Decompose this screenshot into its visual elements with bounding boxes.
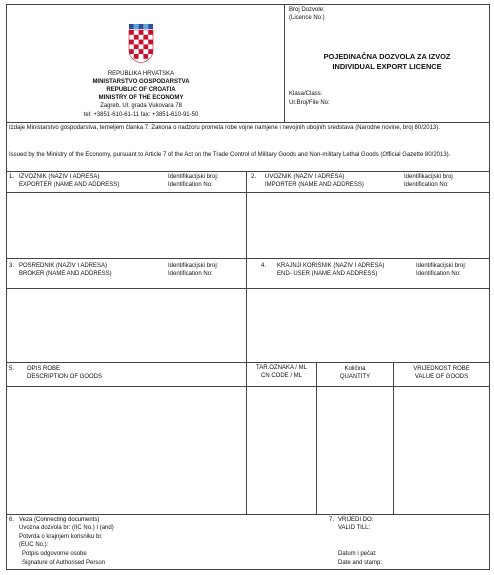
goods-quantity-field[interactable] bbox=[318, 388, 392, 512]
exporter-id-hr: Identifikacijski broj: bbox=[168, 174, 219, 180]
frame-bottom bbox=[6, 569, 490, 570]
licence-title-en: INDIVIDUAL EXPORT LICENCE bbox=[332, 62, 442, 71]
licence-no-label-en: (Licence No:) bbox=[289, 15, 325, 21]
croatian-coat-of-arms-icon bbox=[128, 24, 154, 64]
euc-label-line1: Potvrda o krajnjem korisniku br. bbox=[19, 534, 103, 540]
end-user-id-en: Identification No: bbox=[416, 271, 461, 277]
goods-desc-hr: OPIS ROBE bbox=[27, 366, 61, 372]
end-user-field[interactable] bbox=[248, 290, 488, 360]
frame-top bbox=[6, 4, 490, 5]
class-label: Klasa/Class: bbox=[289, 91, 323, 97]
legal-text-hr: Izdaje Ministarstvo gospodarstva, temeljem članka 7. Zakona o nadzoru prometa robe vojne namjene i nevojnih ubojnih sredstava (Narodne novine, broj 80/2013). bbox=[9, 125, 440, 131]
frame-left bbox=[6, 4, 7, 570]
goods-value-hr: VRIJEDNOST ROBE bbox=[413, 366, 470, 372]
broker-id-en: Identification No: bbox=[168, 271, 213, 277]
exporter-label-en: EXPORTER (NAME AND ADDRESS) bbox=[19, 182, 120, 188]
issuer-phone: tel: +3851-610-61-11 fax: +3851-610-91-50 bbox=[83, 112, 199, 118]
end-user-id-hr: Identifikacijski broj: bbox=[416, 263, 467, 269]
licence-no-label-hr: Broj Dozvole: bbox=[289, 7, 325, 13]
broker-num: 3. bbox=[9, 263, 15, 269]
legal-bottom-line bbox=[6, 171, 490, 172]
exporter-label-hr: IZVOZNIK (NAZIV I ADRESA) bbox=[19, 174, 100, 180]
issuer-ministry-en: MINISTRY OF THE ECONOMY bbox=[98, 95, 184, 101]
header-bottom-line bbox=[6, 122, 490, 123]
issuer-ministry-hr: MINISTARSTVO GOSPODARSTVA bbox=[92, 79, 190, 85]
date-stamp-hr: Datum i pečat: bbox=[338, 551, 377, 557]
exporter-field[interactable] bbox=[8, 194, 245, 256]
goods-code-en: CN CODE / ML bbox=[260, 373, 302, 379]
goods-qty-en: QUANTITY bbox=[339, 374, 371, 380]
goods-num: 5. bbox=[9, 366, 15, 372]
broker-label-hr: POSREDNIK (NAZIV I ADRESA) bbox=[19, 263, 108, 269]
importer-label-hr: UVOZNIK (NAZIV I ADRESA) bbox=[265, 174, 345, 180]
end-user-label-en: END- USER (NAME AND ADDRESS) bbox=[277, 271, 378, 277]
broker-label-en: BROKER (NAME AND ADDRESS) bbox=[19, 271, 112, 277]
parties-divider bbox=[246, 171, 247, 362]
goods-divider-1 bbox=[246, 362, 247, 514]
end-user-label-hr: KRAJNJI KORISNIK (NAZIV I ADRESA) bbox=[277, 263, 385, 269]
importer-label-en: IMPORTER (NAME AND ADDRESS) bbox=[265, 182, 364, 188]
valid-till-en: VALID TILL: bbox=[338, 525, 371, 531]
goods-code-field[interactable] bbox=[248, 388, 315, 512]
importer-id-hr: Identifikacijski broj bbox=[404, 174, 453, 180]
frame-right bbox=[489, 4, 490, 570]
goods-bottom-line bbox=[6, 514, 490, 515]
euc-label-line2: (EUC No.): bbox=[19, 542, 49, 548]
issuer-address: Zagreb, Ul. grada Vukovara 78 bbox=[100, 103, 182, 109]
legal-text-en: Issued by the Ministry of the Economy, pursuant to Article 7 of the Act on the Trade Control of Military Goods and Non-military Lethal Goods (Official Gazette 80/2013). bbox=[9, 152, 451, 158]
importer-field[interactable] bbox=[248, 194, 488, 256]
signature-label-hr: Potpis odgovorne osobe bbox=[22, 551, 87, 557]
broker-id-hr: Identifikacijski broj: bbox=[168, 263, 219, 269]
importer-num: 2. bbox=[251, 174, 257, 180]
signature-label-en: Signature of Authorised Person bbox=[22, 560, 106, 566]
goods-divider-2 bbox=[316, 362, 317, 514]
links-label: Veza (Connecting documents) bbox=[19, 517, 100, 523]
licence-title-hr: POJEDINAČNA DOZVOLA ZA IZVOZ bbox=[323, 52, 451, 61]
goods-value-en: VALUE OF GOODS bbox=[414, 374, 469, 380]
issuer-name-en: REPUBLIC OF CROATIA bbox=[106, 87, 176, 93]
row2-header-line bbox=[6, 288, 490, 289]
goods-qty-hr: Količina bbox=[344, 366, 366, 372]
exporter-num: 1. bbox=[9, 174, 15, 180]
goods-code-hr: TAR.OZNAKA / ML bbox=[256, 365, 307, 371]
goods-description-field[interactable] bbox=[8, 388, 245, 512]
end-user-num: 4. bbox=[261, 263, 267, 269]
goods-desc-en: DESCRIPTION OF GOODS bbox=[27, 374, 103, 380]
row1-bottom-line bbox=[6, 258, 490, 259]
date-stamp-en: Date and stamp: bbox=[338, 560, 383, 566]
broker-field[interactable] bbox=[8, 290, 245, 360]
valid-num: 7. bbox=[329, 517, 335, 523]
links-num: 6. bbox=[9, 517, 15, 523]
issuer-name-hr: REPUBLIKA HRVATSKA bbox=[107, 71, 175, 77]
file-no-label: Ur.Broj/File No: bbox=[289, 100, 330, 106]
goods-header-line bbox=[6, 386, 490, 387]
import-cert-label: Uvozna dozvola br: (IIC No.) I (and) bbox=[19, 525, 114, 531]
goods-divider-3 bbox=[393, 362, 394, 514]
goods-value-field[interactable] bbox=[395, 388, 488, 512]
importer-id-en: Identification No: bbox=[404, 182, 449, 188]
exporter-id-en: Identification No: bbox=[168, 182, 213, 188]
valid-till-hr: VRIJEDI DO: bbox=[338, 517, 374, 523]
row2-bottom-line bbox=[6, 362, 490, 363]
row1-header-line bbox=[6, 192, 490, 193]
